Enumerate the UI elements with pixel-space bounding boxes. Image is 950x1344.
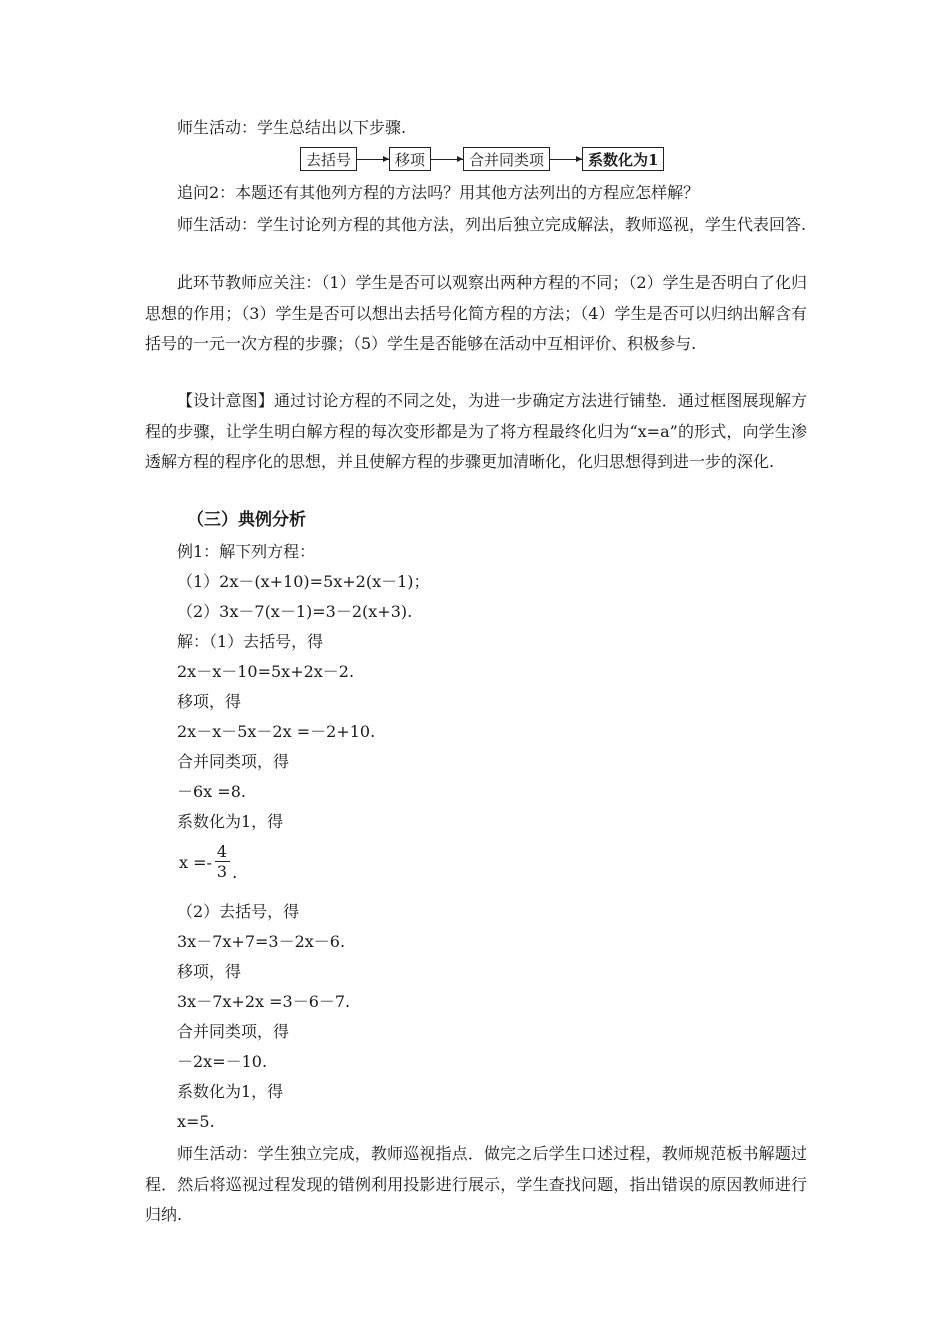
section-heading: （三）典例分析 xyxy=(187,510,306,530)
paragraph-design-intent: 【设计意图】通过讨论方程的不同之处，为进一步确定方法进行铺垫．通过框图展现解方程的步骤，让学生明白解方程的每次变形都是为了将方程最终化归为“x=a”的形式，向学生渗透解方程的程序化的思想，并且使解方程的步骤更加清晰化，化归思想得到进一步的深化. xyxy=(145,391,807,471)
solution-step: 合并同类项，得 xyxy=(177,752,290,771)
flow-step-remove-brackets: 去括号 xyxy=(300,147,357,171)
example-title: 例1：解下列方程： xyxy=(177,542,316,561)
flow-arrow-icon xyxy=(431,159,463,160)
solution-step: 系数化为1，得 xyxy=(177,812,284,831)
solution-step: 合并同类项，得 xyxy=(177,1022,290,1041)
fraction-period: . xyxy=(232,863,238,882)
follow-up-question-2: 追问2：本题还有其他列方程的方法吗？用其他方法列出的方程应怎样解？ xyxy=(177,183,700,202)
solution-step: 2x－x－10=5x+2x－2. xyxy=(177,662,355,681)
solution-step: 3x－7x+2x =3－6－7. xyxy=(177,992,351,1011)
paragraph-discussion: 师生活动：学生讨论列方程的其他方法，列出后独立完成解法，教师巡视，学生代表回答. xyxy=(177,215,807,234)
fraction-numerator: 4 xyxy=(216,842,228,861)
paragraph-activity-summary: 师生活动：学生总结出以下步骤. xyxy=(177,118,407,137)
solution-step: x=5. xyxy=(177,1112,215,1131)
flow-step-coefficient-one: 系数化为1 xyxy=(582,147,664,171)
steps-flowchart xyxy=(300,146,664,172)
fraction-lhs: x =- xyxy=(179,853,212,872)
solution-step: 3x－7x+7=3－2x－6. xyxy=(177,932,346,951)
solution-step: 系数化为1，得 xyxy=(177,1082,284,1101)
fraction-denominator: 3 xyxy=(216,862,228,881)
solution-step: 解：（1）去括号，得 xyxy=(177,632,324,651)
paragraph-teacher-focus: 此环节教师应关注：（1）学生是否可以观察出两种方程的不同；（2）学生是否明白了化归思想的作用；（3）学生是否可以想出去括号化简方程的方法；（4）学生是否可以归纳出解含有括号的一元一次方程的步骤；（5）学生是否能够在活动中互相评价、积极参与. xyxy=(145,273,807,353)
flow-step-transpose: 移项 xyxy=(389,147,431,171)
solution-step: －6x =8. xyxy=(177,782,246,801)
flow-step-combine-like-terms: 合并同类项 xyxy=(463,147,550,171)
solution-step: －2x=－10. xyxy=(177,1052,268,1071)
equation-2: （2）3x－7(x－1)=3－2(x+3). xyxy=(177,602,413,621)
paragraph-activity-review: 师生活动：学生独立完成，教师巡视指点．做完之后学生口述过程，教师规范板书解题过程．然后将巡视过程发现的错例利用投影进行展示，学生查找问题，指出错误的原因教师进行归纳. xyxy=(145,1144,807,1224)
flow-arrow-icon xyxy=(357,159,389,160)
solution-step: 移项，得 xyxy=(177,962,242,981)
flow-arrow-icon xyxy=(550,159,582,160)
equation-1: （1）2x－(x+10)=5x+2(x－1)； xyxy=(177,572,430,591)
fraction xyxy=(214,843,230,882)
solution-step: 移项，得 xyxy=(177,692,242,711)
fraction-result xyxy=(179,843,237,882)
solution-step: （2）去括号，得 xyxy=(177,902,300,921)
solution-step: 2x－x－5x－2x =－2+10. xyxy=(177,722,376,741)
